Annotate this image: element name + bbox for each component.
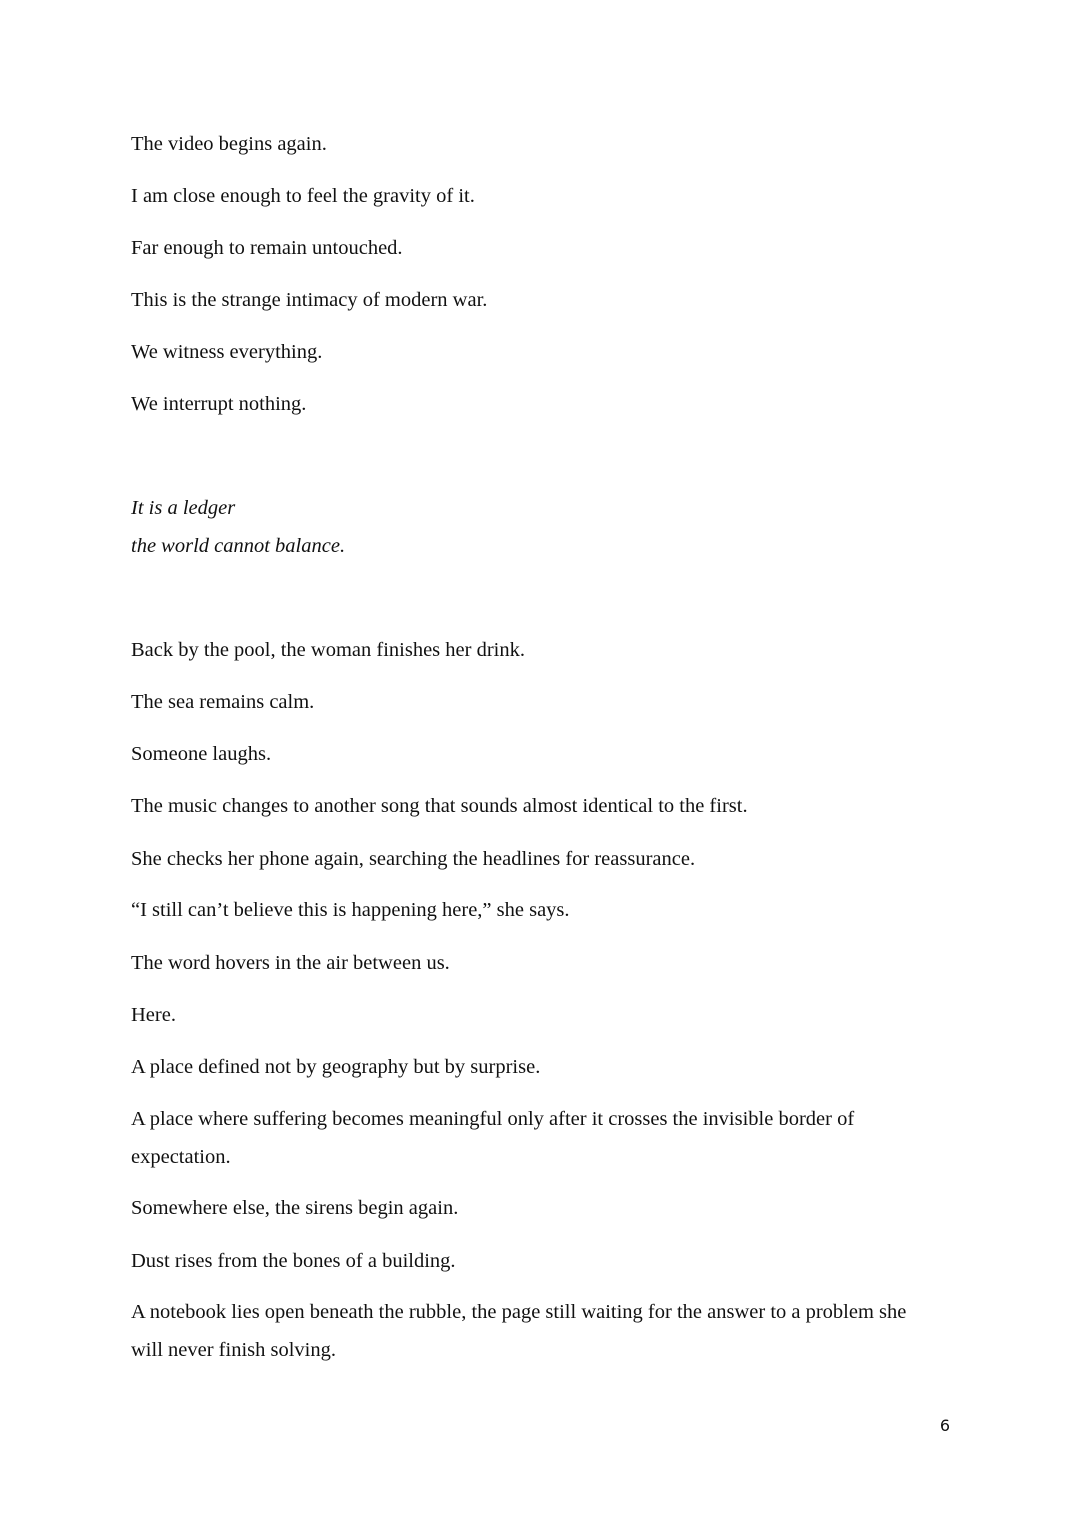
paragraph: Someone laughs. <box>131 743 272 765</box>
verse-line: It is a ledger <box>131 497 236 519</box>
paragraph: Here. <box>131 1004 176 1026</box>
quote-paragraph: “I still can’t believe this is happening here,” she says. <box>131 899 570 921</box>
paragraph: Back by the pool, the woman finishes her drink. <box>131 639 525 661</box>
paragraph: A place defined not by geography but by surprise. <box>131 1056 541 1078</box>
paragraph: Far enough to remain untouched. <box>131 237 403 259</box>
paragraph: She checks her phone again, searching the headlines for reassurance. <box>131 848 696 870</box>
paragraph: I am close enough to feel the gravity of it. <box>131 185 475 207</box>
paragraph: The word hovers in the air between us. <box>131 952 450 974</box>
page-number: 6 <box>939 1416 950 1435</box>
paragraph: We interrupt nothing. <box>131 393 307 415</box>
paragraph: Somewhere else, the sirens begin again. <box>131 1197 459 1219</box>
verse-line: the world cannot balance. <box>131 535 346 557</box>
paragraph: A place where suffering becomes meaningful only after it crosses the invisible border of expectation. <box>131 1108 855 1168</box>
paragraph: A notebook lies open beneath the rubble, the page still waiting for the answer to a problem she will never finish solving. <box>131 1301 907 1361</box>
paragraph: We witness everything. <box>131 341 323 363</box>
paragraph: The sea remains calm. <box>131 691 315 713</box>
paragraph: The video begins again. <box>131 133 327 155</box>
paragraph: Dust rises from the bones of a building. <box>131 1250 456 1272</box>
paragraph: The music changes to another song that sounds almost identical to the first. <box>131 795 748 817</box>
paragraph: This is the strange intimacy of modern war. <box>131 289 488 311</box>
